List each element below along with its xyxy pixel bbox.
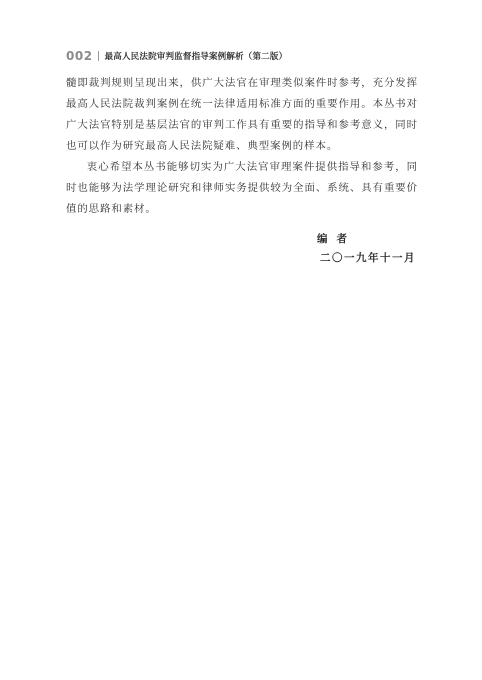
preface-body — [66, 73, 418, 220]
paragraph-continued: 髓即裁判规则呈现出来，供广大法官在审理类似案件时参考，充分发挥最高人民法院裁判案例在统一法律适用标准方面的重要作用。本丛书对广大法官特别是基层法官的审判工作具有重要的指导和参考意义，同时也可以作为研究最高人民法院疑难、典型案例的样本。 — [66, 77, 418, 152]
running-header — [66, 49, 287, 63]
book-title: 最高人民法院审判监督指导案例解析（第二版） — [104, 52, 288, 62]
page-number: 002 — [66, 49, 93, 63]
header-divider — [98, 51, 99, 61]
paragraph-closing: 衷心希望本丛书能够切实为广大法官审理案件提供指导和参考，同时也能够为法学理论研究和律师实务提供较为全面、系统、具有重要价值的思路和素材。 — [66, 161, 418, 215]
signature-author: 编者 — [317, 233, 356, 245]
signature-date: 二〇一九年十一月 — [320, 252, 416, 264]
